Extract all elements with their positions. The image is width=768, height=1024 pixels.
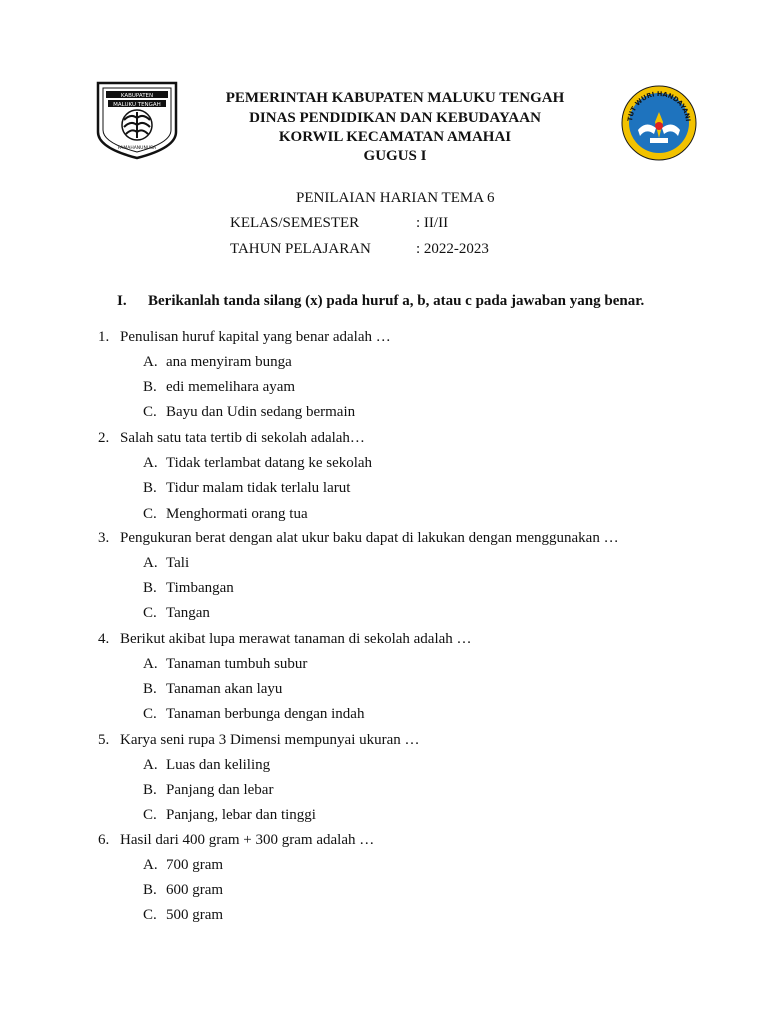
meta-label-year: TAHUN PELAJARAN	[230, 241, 371, 257]
option-text: Luas dan keliling	[166, 757, 271, 773]
option-text: 500 gram	[166, 907, 224, 923]
option-letter: A.	[143, 455, 158, 471]
crest-text-top: KABUPATEN	[120, 93, 154, 99]
option-text: 700 gram	[166, 857, 224, 873]
option-letter: C.	[143, 605, 157, 621]
option-letter: A.	[143, 354, 158, 370]
option-letter: C.	[143, 404, 157, 420]
header-line-2: DINAS PENDIDIKAN DAN KEBUDAYAAN	[249, 110, 541, 126]
option-letter: C.	[143, 807, 157, 823]
option-letter: A.	[143, 555, 158, 571]
option-text: ana menyiram bunga	[166, 354, 292, 370]
option-text: Menghormati orang tua	[166, 506, 308, 522]
option-letter: B.	[143, 379, 157, 395]
question-text: Salah satu tata tertib di sekolah adalah…	[120, 430, 365, 446]
option-text: Tanaman akan layu	[166, 681, 283, 697]
option-letter: B.	[143, 480, 157, 496]
option-letter: C.	[143, 706, 157, 722]
section-number: I.	[117, 293, 127, 309]
option-text: Tanaman berbunga dengan indah	[166, 706, 365, 722]
question-number: 6.	[98, 832, 110, 848]
twh-text: TUT WURI HANDAYANI	[626, 89, 692, 122]
option-letter: A.	[143, 656, 158, 672]
question-text: Penulisan huruf kapital yang benar adalah …	[120, 329, 391, 345]
option-text: Tangan	[166, 605, 210, 621]
option-letter: B.	[143, 580, 157, 596]
question-number: 4.	[98, 631, 110, 647]
question-text: Hasil dari 400 gram + 300 gram adalah …	[120, 832, 375, 848]
header-line-1: PEMERINTAH KABUPATEN MALUKU TENGAH	[225, 90, 565, 106]
question-text: Pengukuran berat dengan alat ukur baku dapat di lakukan dengan menggunakan …	[120, 530, 619, 546]
option-text: Panjang, lebar dan tinggi	[166, 807, 316, 823]
meta-label-class: KELAS/SEMESTER	[230, 215, 360, 231]
option-text: Tali	[166, 555, 190, 571]
option-text: Timbangan	[166, 580, 234, 596]
page-title: PENILAIAN HARIAN TEMA 6	[296, 190, 495, 206]
question-text: Karya seni rupa 3 Dimensi mempunyai ukuran …	[120, 732, 420, 748]
option-text: Tidur malam tidak terlalu larut	[166, 480, 351, 496]
header-line-4: GUGUS I	[363, 148, 427, 164]
option-letter: A.	[143, 757, 158, 773]
meta-value-year: : 2022-2023	[416, 241, 489, 257]
crest-text-mid: MALUKU TENGAH	[113, 102, 161, 108]
header-line-3: KORWIL KECAMATAN AMAHAI	[278, 129, 512, 145]
question-number: 3.	[98, 530, 110, 546]
question-text: Berikut akibat lupa merawat tanaman di sekolah adalah …	[120, 631, 472, 647]
option-letter: A.	[143, 857, 158, 873]
option-letter: B.	[143, 882, 157, 898]
option-letter: B.	[143, 681, 157, 697]
option-text: Panjang dan lebar	[166, 782, 274, 798]
option-text: edi memelihara ayam	[166, 379, 296, 395]
option-letter: C.	[143, 506, 157, 522]
question-number: 1.	[98, 329, 110, 345]
question-number: 2.	[98, 430, 110, 446]
option-text: Tidak terlambat datang ke sekolah	[166, 455, 373, 471]
section-instruction: Berikanlah tanda silang (x) pada huruf a, b, atau c pada jawaban yang benar.	[148, 293, 645, 309]
option-text: Tanaman tumbuh subur	[166, 656, 308, 672]
option-letter: C.	[143, 907, 157, 923]
option-text: Bayu dan Udin sedang bermain	[166, 404, 356, 420]
option-letter: B.	[143, 782, 157, 798]
crest-motto: PAMAHANUNUSA	[117, 146, 157, 151]
meta-value-class: : II/II	[416, 215, 449, 231]
option-text: 600 gram	[166, 882, 224, 898]
question-number: 5.	[98, 732, 110, 748]
